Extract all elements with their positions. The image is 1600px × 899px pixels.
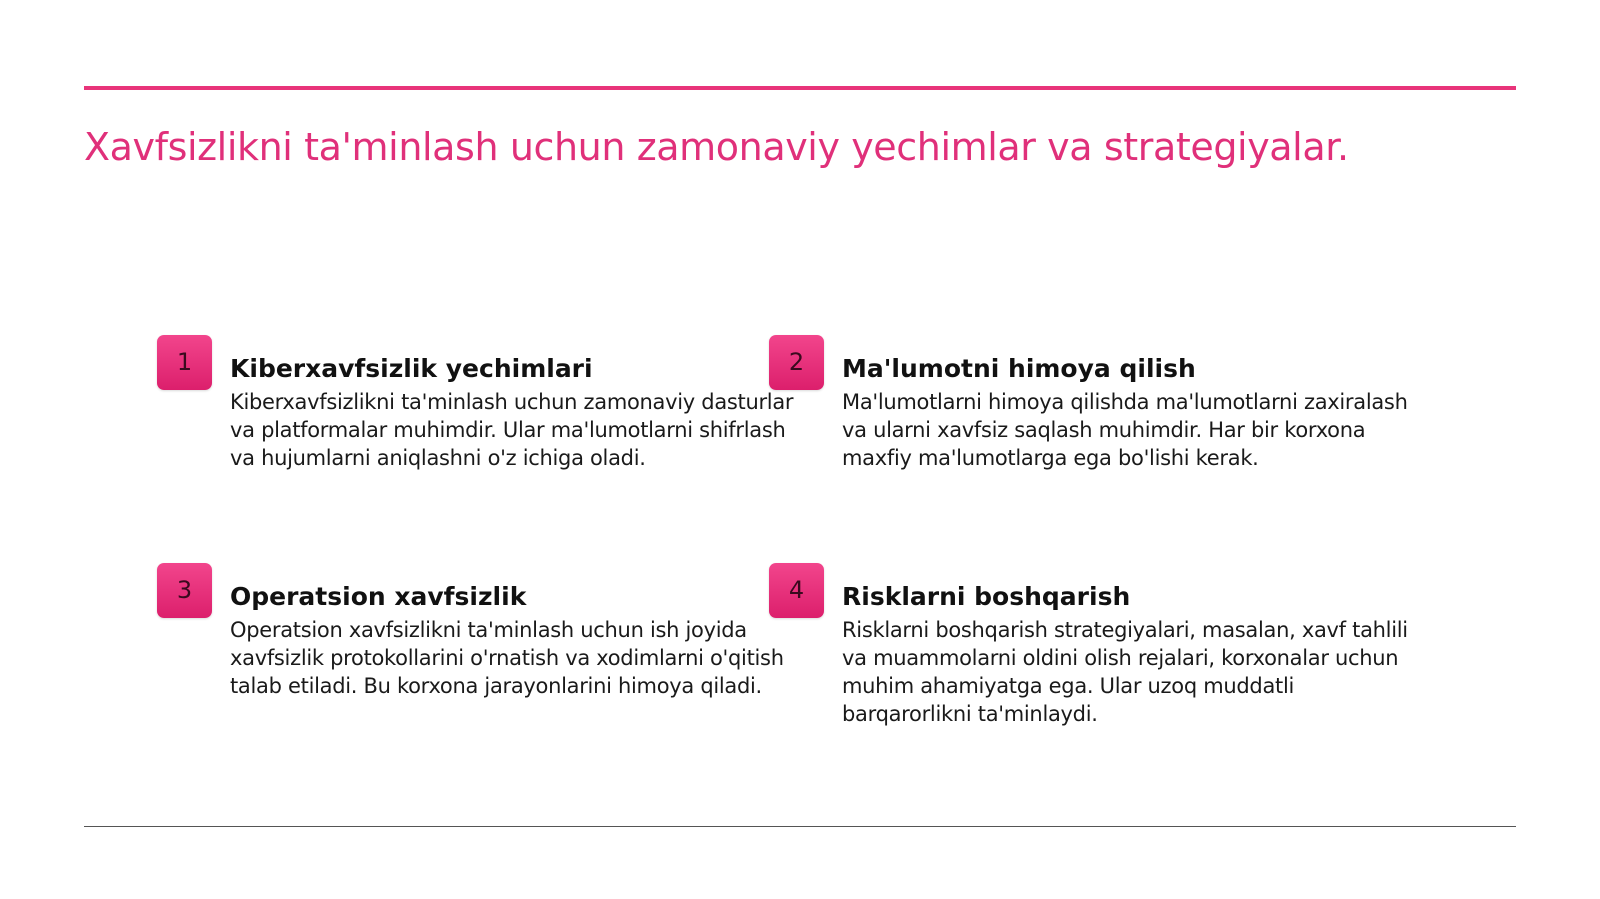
card-heading-4: Risklarni boshqarish [842, 582, 1131, 611]
card-body-4: Risklarni boshqarish strategiyalari, masalan, xavf tahlili va muammolarni oldini olish rejalari, korxonalar uchun muhim ahamiyatga ega. Ular uzoq muddatli barqarorlikni ta'minlaydi. [842, 618, 1408, 726]
card-body-3: Operatsion xavfsizlikni ta'minlash uchun ish joyida xavfsizlik protokollarini o'rnatish va xodimlarni o'qitish talab etiladi. Bu korxona jarayonlarini himoya qiladi. [230, 618, 784, 698]
card-heading-2: Ma'lumotni himoya qilish [842, 354, 1196, 383]
card-body-1: Kiberxavfsizlikni ta'minlash uchun zamonaviy dasturlar va platformalar muhimdir. Ular ma'lumotlarni shifrlash va hujumlarni aniqlashni o'z ichiga oladi. [230, 390, 794, 470]
top-accent-rule [84, 86, 1516, 90]
number-badge-1: 1 [157, 335, 212, 390]
number-badge-3: 3 [157, 563, 212, 618]
number-badge-4: 4 [769, 563, 824, 618]
slide-title: Xavfsizlikni ta'minlash uchun zamonaviy yechimlar va strategiyalar. [84, 125, 1349, 169]
bottom-divider [84, 826, 1516, 827]
card-heading-1: Kiberxavfsizlik yechimlari [230, 354, 593, 383]
card-body-2: Ma'lumotlarni himoya qilishda ma'lumotlarni zaxiralash va ularni xavfsiz saqlash muhimdir. Har bir korxona maxfiy ma'lumotlarga ega bo'lishi kerak. [842, 390, 1408, 470]
number-badge-2: 2 [769, 335, 824, 390]
card-heading-3: Operatsion xavfsizlik [230, 582, 527, 611]
